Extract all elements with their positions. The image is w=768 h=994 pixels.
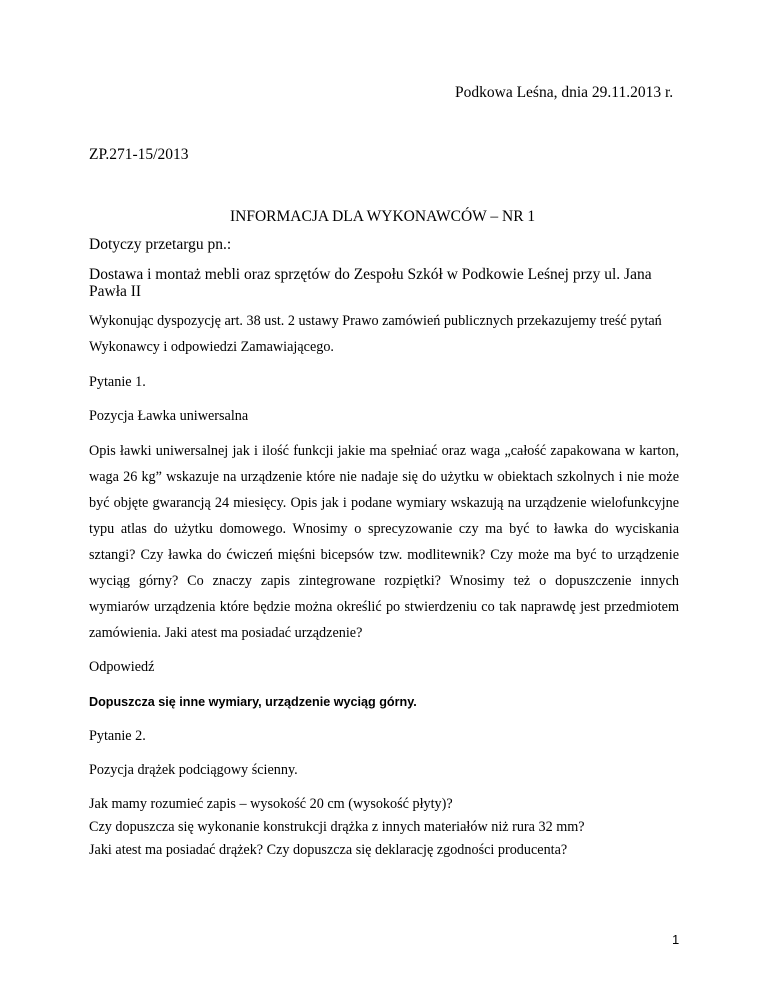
question-text-line: Jaki atest ma posiadać drążek? Czy dopuszcza się deklarację zgodności producenta? [89, 842, 568, 858]
question-text-line: typu atlas do użytku domowego. Wnosimy o sprecyzowanie czy ma być to ławka do wyciskania [89, 521, 679, 537]
question-text-line: Opis ławki uniwersalnej jak i ilość funkcji jakie ma spełniać oraz waga „całość zapakowana w karton, [89, 443, 679, 459]
subject-line: Dostawa i montaż mebli oraz sprzętów do Zespołu Szkół w Podkowie Leśnej przy ul. Jana [89, 266, 652, 283]
question-text-line: być objęte gwarancją 24 miesięcy. Opis jak i podane wymiary wskazują na urządzenie wielofunkcyjne [89, 495, 679, 511]
intro-line: Wykonując dyspozycję art. 38 ust. 2 ustawy Prawo zamówień publicznych przekazujemy treść pytań [89, 313, 662, 329]
subject-line: Pawła II [89, 283, 142, 300]
answer-label: Odpowiedź [89, 659, 155, 675]
question-position: Pozycja drążek podciągowy ścienny. [89, 762, 298, 778]
question-position: Pozycja Ławka uniwersalna [89, 408, 249, 424]
question-text-line: Czy dopuszcza się wykonanie konstrukcji drążka z innych materiałów niż rura 32 mm? [89, 819, 585, 835]
intro-line: Wykonawcy i odpowiedzi Zamawiającego. [89, 339, 334, 355]
document-title: INFORMACJA DLA WYKONAWCÓW – NR 1 [230, 208, 536, 225]
question-text-line: waga 26 kg” wskazuje na urządzenie które nie nadaje się do użytku w obiektach szkolnych i nie może [89, 469, 679, 485]
question-label: Pytanie 2. [89, 728, 146, 744]
answer-text: Dopuszcza się inne wymiary, urządzenie wyciąg górny. [89, 695, 417, 709]
reference-number: ZP.271-15/2013 [89, 146, 189, 163]
question-label: Pytanie 1. [89, 374, 146, 390]
place-date: Podkowa Leśna, dnia 29.11.2013 r. [455, 84, 674, 101]
question-text-line: zamówienia. Jaki atest ma posiadać urządzenie? [89, 625, 363, 641]
question-text-line: wyciąg górny? Co znaczy zapis zintegrowane rozpiętki? Wnosimy też o dopuszczenie innych [89, 573, 679, 589]
question-text-line: Jak mamy rozumieć zapis – wysokość 20 cm (wysokość płyty)? [89, 796, 453, 812]
question-text-line: sztangi? Czy ławka do ćwiczeń mięśni bicepsów tzw. modlitewnik? Czy może ma być to urządzenie [89, 547, 679, 563]
question-text-line: wymiarów urządzenia które będzie można określić po stwierdzeniu co tak naprawdę jest przedmiotem [89, 599, 679, 615]
subject-intro: Dotyczy przetargu pn.: [89, 236, 232, 253]
page-number: 1 [672, 932, 680, 947]
